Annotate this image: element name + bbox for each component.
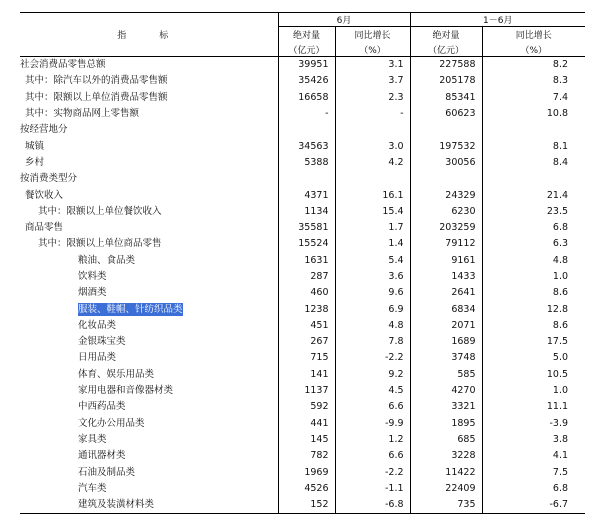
june-growth-cell: 3.7 [335, 73, 410, 89]
row-label [20, 106, 278, 122]
ytd-growth-cell: 8.6 [482, 318, 585, 334]
row-label-text: 家具类 [78, 433, 107, 445]
june-growth-cell: - [335, 106, 410, 122]
row-label [20, 448, 278, 464]
june-growth-cell [335, 171, 410, 187]
june-growth-cell: 1.4 [335, 236, 410, 252]
row-label-text: 家用电器和音像器材类 [78, 385, 174, 397]
retail-sales-table [20, 12, 585, 514]
june-absolute-cell: 4371 [278, 187, 335, 203]
june-absolute-cell: 1969 [278, 464, 335, 480]
jan-june-group-header: 1－6月 [410, 13, 585, 27]
row-label-text: 石油及制品类 [78, 466, 136, 478]
ytd-absolute-cell [410, 171, 482, 187]
ytd-absolute-cell: 30056 [410, 155, 482, 171]
table-row [20, 171, 585, 187]
june-growth-cell: -2.2 [335, 350, 410, 366]
june-absolute-cell [278, 122, 335, 138]
ytd-absolute-cell: 1895 [410, 416, 482, 432]
ytd-absolute-unit: （亿元） [410, 42, 482, 57]
ytd-growth-cell: -6.7 [482, 497, 585, 514]
june-growth-cell: -6.8 [335, 497, 410, 514]
row-label-text: 汽车类 [78, 482, 107, 494]
june-absolute-cell: 145 [278, 432, 335, 448]
june-growth-cell: 6.6 [335, 448, 410, 464]
june-growth-cell: -1.1 [335, 481, 410, 497]
june-growth-cell: 16.1 [335, 187, 410, 203]
june-growth-cell: 4.5 [335, 383, 410, 399]
june-growth-cell [335, 122, 410, 138]
table-row [20, 253, 585, 269]
ytd-growth-cell: 5.0 [482, 350, 585, 366]
june-growth-cell: 3.1 [335, 57, 410, 74]
row-label-text: 通讯器材类 [78, 450, 126, 462]
june-absolute-cell: - [278, 106, 335, 122]
row-label [20, 155, 278, 171]
table-row [20, 383, 585, 399]
row-label-text: 化妆品类 [78, 319, 117, 331]
row-label-text: 体育、娱乐用品类 [78, 368, 155, 380]
table-row [20, 318, 585, 334]
ytd-growth-cell: 12.8 [482, 301, 585, 317]
row-label [20, 334, 278, 350]
row-label [20, 138, 278, 154]
june-growth-header: 同比增长 [335, 27, 410, 43]
table-row [20, 350, 585, 366]
june-growth-cell: 6.9 [335, 301, 410, 317]
row-label [20, 399, 278, 415]
june-group-header: 6月 [278, 13, 410, 27]
table-row [20, 301, 585, 317]
ytd-absolute-cell: 585 [410, 367, 482, 383]
june-growth-cell: 7.8 [335, 334, 410, 350]
june-absolute-cell: 4526 [278, 481, 335, 497]
table-row [20, 367, 585, 383]
june-absolute-cell: 267 [278, 334, 335, 350]
june-growth-cell: 4.8 [335, 318, 410, 334]
ytd-growth-cell: 23.5 [482, 204, 585, 220]
ytd-absolute-cell: 85341 [410, 90, 482, 106]
indicator-header: 指 标 [20, 13, 278, 57]
ytd-growth-cell: 4.8 [482, 253, 585, 269]
ytd-absolute-cell: 205178 [410, 73, 482, 89]
table-row [20, 73, 585, 89]
ytd-growth-cell: 10.8 [482, 106, 585, 122]
table-row [20, 122, 585, 138]
june-growth-cell: 1.2 [335, 432, 410, 448]
ytd-absolute-cell: 203259 [410, 220, 482, 236]
june-growth-cell: 5.4 [335, 253, 410, 269]
ytd-growth-cell: 7.5 [482, 464, 585, 480]
row-label-text: 餐饮收入 [25, 189, 64, 201]
june-absolute-cell: 34563 [278, 138, 335, 154]
june-growth-cell: 3.0 [335, 138, 410, 154]
ytd-absolute-header: 绝对量 [410, 27, 482, 43]
row-label-text: 商品零售 [25, 222, 64, 234]
table-row [20, 448, 585, 464]
june-absolute-cell: 5388 [278, 155, 335, 171]
ytd-growth-cell: 10.5 [482, 367, 585, 383]
row-label [20, 416, 278, 432]
ytd-growth-cell: 4.1 [482, 448, 585, 464]
ytd-growth-cell: 6.8 [482, 220, 585, 236]
ytd-growth-cell: 6.8 [482, 481, 585, 497]
june-growth-cell: 4.2 [335, 155, 410, 171]
june-growth-unit: （%） [335, 42, 410, 57]
row-label [20, 285, 278, 301]
ytd-absolute-cell: 79112 [410, 236, 482, 252]
row-label [20, 497, 278, 514]
ytd-growth-unit: （%） [482, 42, 585, 57]
row-label [20, 367, 278, 383]
june-growth-cell: -2.2 [335, 464, 410, 480]
table-row [20, 57, 585, 74]
table-row [20, 416, 585, 432]
june-growth-cell: 15.4 [335, 204, 410, 220]
table-row [20, 106, 585, 122]
ytd-growth-cell: 21.4 [482, 187, 585, 203]
ytd-absolute-cell: 2641 [410, 285, 482, 301]
ytd-growth-cell: 7.4 [482, 90, 585, 106]
row-label [20, 220, 278, 236]
ytd-growth-cell: 8.3 [482, 73, 585, 89]
row-label-text: 其中：除汽车以外的消费品零售额 [25, 75, 168, 87]
row-label [20, 318, 278, 334]
table-row [20, 220, 585, 236]
june-growth-cell: 9.6 [335, 285, 410, 301]
highlighted-row-label-text[interactable]: 服装、鞋帽、针纺织品类 [78, 303, 183, 315]
row-label-text: 中西药品类 [78, 401, 126, 413]
table-row [20, 90, 585, 106]
row-label [20, 122, 278, 138]
ytd-absolute-cell: 735 [410, 497, 482, 514]
row-label [20, 253, 278, 269]
row-label-text: 城镇 [25, 140, 45, 152]
table-row [20, 269, 585, 285]
row-label [20, 383, 278, 399]
row-label-text: 按经营地分 [20, 124, 68, 136]
ytd-absolute-cell: 9161 [410, 253, 482, 269]
ytd-absolute-cell: 1689 [410, 334, 482, 350]
ytd-growth-cell: 6.3 [482, 236, 585, 252]
row-label [20, 73, 278, 89]
june-growth-cell: 3.6 [335, 269, 410, 285]
ytd-absolute-cell: 3748 [410, 350, 482, 366]
row-label-text: 烟酒类 [78, 287, 107, 299]
ytd-absolute-cell: 22409 [410, 481, 482, 497]
table-row [20, 204, 585, 220]
ytd-growth-cell [482, 122, 585, 138]
june-absolute-cell: 1238 [278, 301, 335, 317]
ytd-absolute-cell: 24329 [410, 187, 482, 203]
ytd-growth-cell: 1.0 [482, 269, 585, 285]
ytd-absolute-cell: 11422 [410, 464, 482, 480]
june-growth-cell: 9.2 [335, 367, 410, 383]
table-row [20, 464, 585, 480]
june-absolute-cell: 441 [278, 416, 335, 432]
ytd-growth-cell: 3.8 [482, 432, 585, 448]
row-label-text: 按消费类型分 [20, 173, 78, 185]
june-absolute-cell: 460 [278, 285, 335, 301]
row-label [20, 236, 278, 252]
row-label-text: 其中：实物商品网上零售额 [25, 108, 140, 120]
row-label-text: 日用品类 [78, 352, 117, 364]
row-label [20, 204, 278, 220]
table-row [20, 334, 585, 350]
ytd-growth-cell: 11.1 [482, 399, 585, 415]
june-absolute-cell: 141 [278, 367, 335, 383]
ytd-absolute-cell: 197532 [410, 138, 482, 154]
ytd-absolute-cell: 227588 [410, 57, 482, 74]
table-row [20, 399, 585, 415]
june-absolute-cell: 287 [278, 269, 335, 285]
ytd-growth-cell: 8.4 [482, 155, 585, 171]
june-absolute-cell: 16658 [278, 90, 335, 106]
ytd-absolute-cell: 60623 [410, 106, 482, 122]
row-label [20, 171, 278, 187]
june-absolute-cell: 1631 [278, 253, 335, 269]
june-absolute-cell: 35581 [278, 220, 335, 236]
ytd-absolute-cell [410, 122, 482, 138]
row-label-text: 其中：限额以上单位商品零售 [38, 238, 162, 250]
row-label [20, 301, 278, 317]
row-label [20, 269, 278, 285]
june-absolute-cell: 1137 [278, 383, 335, 399]
june-absolute-cell: 152 [278, 497, 335, 514]
row-label [20, 464, 278, 480]
table-header [20, 13, 585, 57]
june-absolute-cell: 451 [278, 318, 335, 334]
june-absolute-header: 绝对量 [278, 27, 335, 43]
june-absolute-cell: 592 [278, 399, 335, 415]
ytd-growth-cell: 8.6 [482, 285, 585, 301]
table-row [20, 236, 585, 252]
row-label-text: 社会消费品零售总额 [20, 59, 106, 71]
june-absolute-unit: （亿元） [278, 42, 335, 57]
table-row [20, 432, 585, 448]
june-absolute-cell: 782 [278, 448, 335, 464]
row-label-text: 其中：限额以上单位消费品零售额 [25, 91, 168, 103]
june-absolute-cell: 1134 [278, 204, 335, 220]
ytd-absolute-cell: 6834 [410, 301, 482, 317]
ytd-growth-cell: 1.0 [482, 383, 585, 399]
table-row [20, 497, 585, 514]
table-row [20, 155, 585, 171]
ytd-absolute-cell: 3228 [410, 448, 482, 464]
june-absolute-cell: 15524 [278, 236, 335, 252]
june-growth-cell: 2.3 [335, 90, 410, 106]
ytd-absolute-cell: 685 [410, 432, 482, 448]
ytd-growth-cell: 8.1 [482, 138, 585, 154]
ytd-growth-header: 同比增长 [482, 27, 585, 43]
ytd-growth-cell: 8.2 [482, 57, 585, 74]
june-growth-cell: 6.6 [335, 399, 410, 415]
row-label-text: 粮油、食品类 [78, 254, 136, 266]
row-label-text: 乡村 [25, 156, 45, 168]
row-label [20, 432, 278, 448]
ytd-absolute-cell: 6230 [410, 204, 482, 220]
row-label-text: 金银珠宝类 [78, 336, 126, 348]
ytd-growth-cell [482, 171, 585, 187]
table-row [20, 138, 585, 154]
ytd-absolute-cell: 4270 [410, 383, 482, 399]
ytd-absolute-cell: 1433 [410, 269, 482, 285]
table-row [20, 285, 585, 301]
table-row [20, 481, 585, 497]
june-absolute-cell [278, 171, 335, 187]
ytd-absolute-cell: 2071 [410, 318, 482, 334]
row-label-text: 饮料类 [78, 271, 107, 282]
june-absolute-cell: 715 [278, 350, 335, 366]
row-label-text: 建筑及装潢材料类 [78, 499, 155, 511]
row-label [20, 350, 278, 366]
row-label [20, 90, 278, 106]
row-label [20, 57, 278, 74]
row-label-text: 文化办公用品类 [78, 417, 145, 429]
june-absolute-cell: 35426 [278, 73, 335, 89]
row-label [20, 187, 278, 203]
table-body [20, 57, 585, 514]
june-absolute-cell: 39951 [278, 57, 335, 74]
ytd-growth-cell: 17.5 [482, 334, 585, 350]
row-label-text: 其中：限额以上单位餐饮收入 [38, 205, 162, 217]
ytd-growth-cell: -3.9 [482, 416, 585, 432]
june-growth-cell: 1.7 [335, 220, 410, 236]
row-label [20, 481, 278, 497]
table-row [20, 187, 585, 203]
ytd-absolute-cell: 3321 [410, 399, 482, 415]
june-growth-cell: -9.9 [335, 416, 410, 432]
